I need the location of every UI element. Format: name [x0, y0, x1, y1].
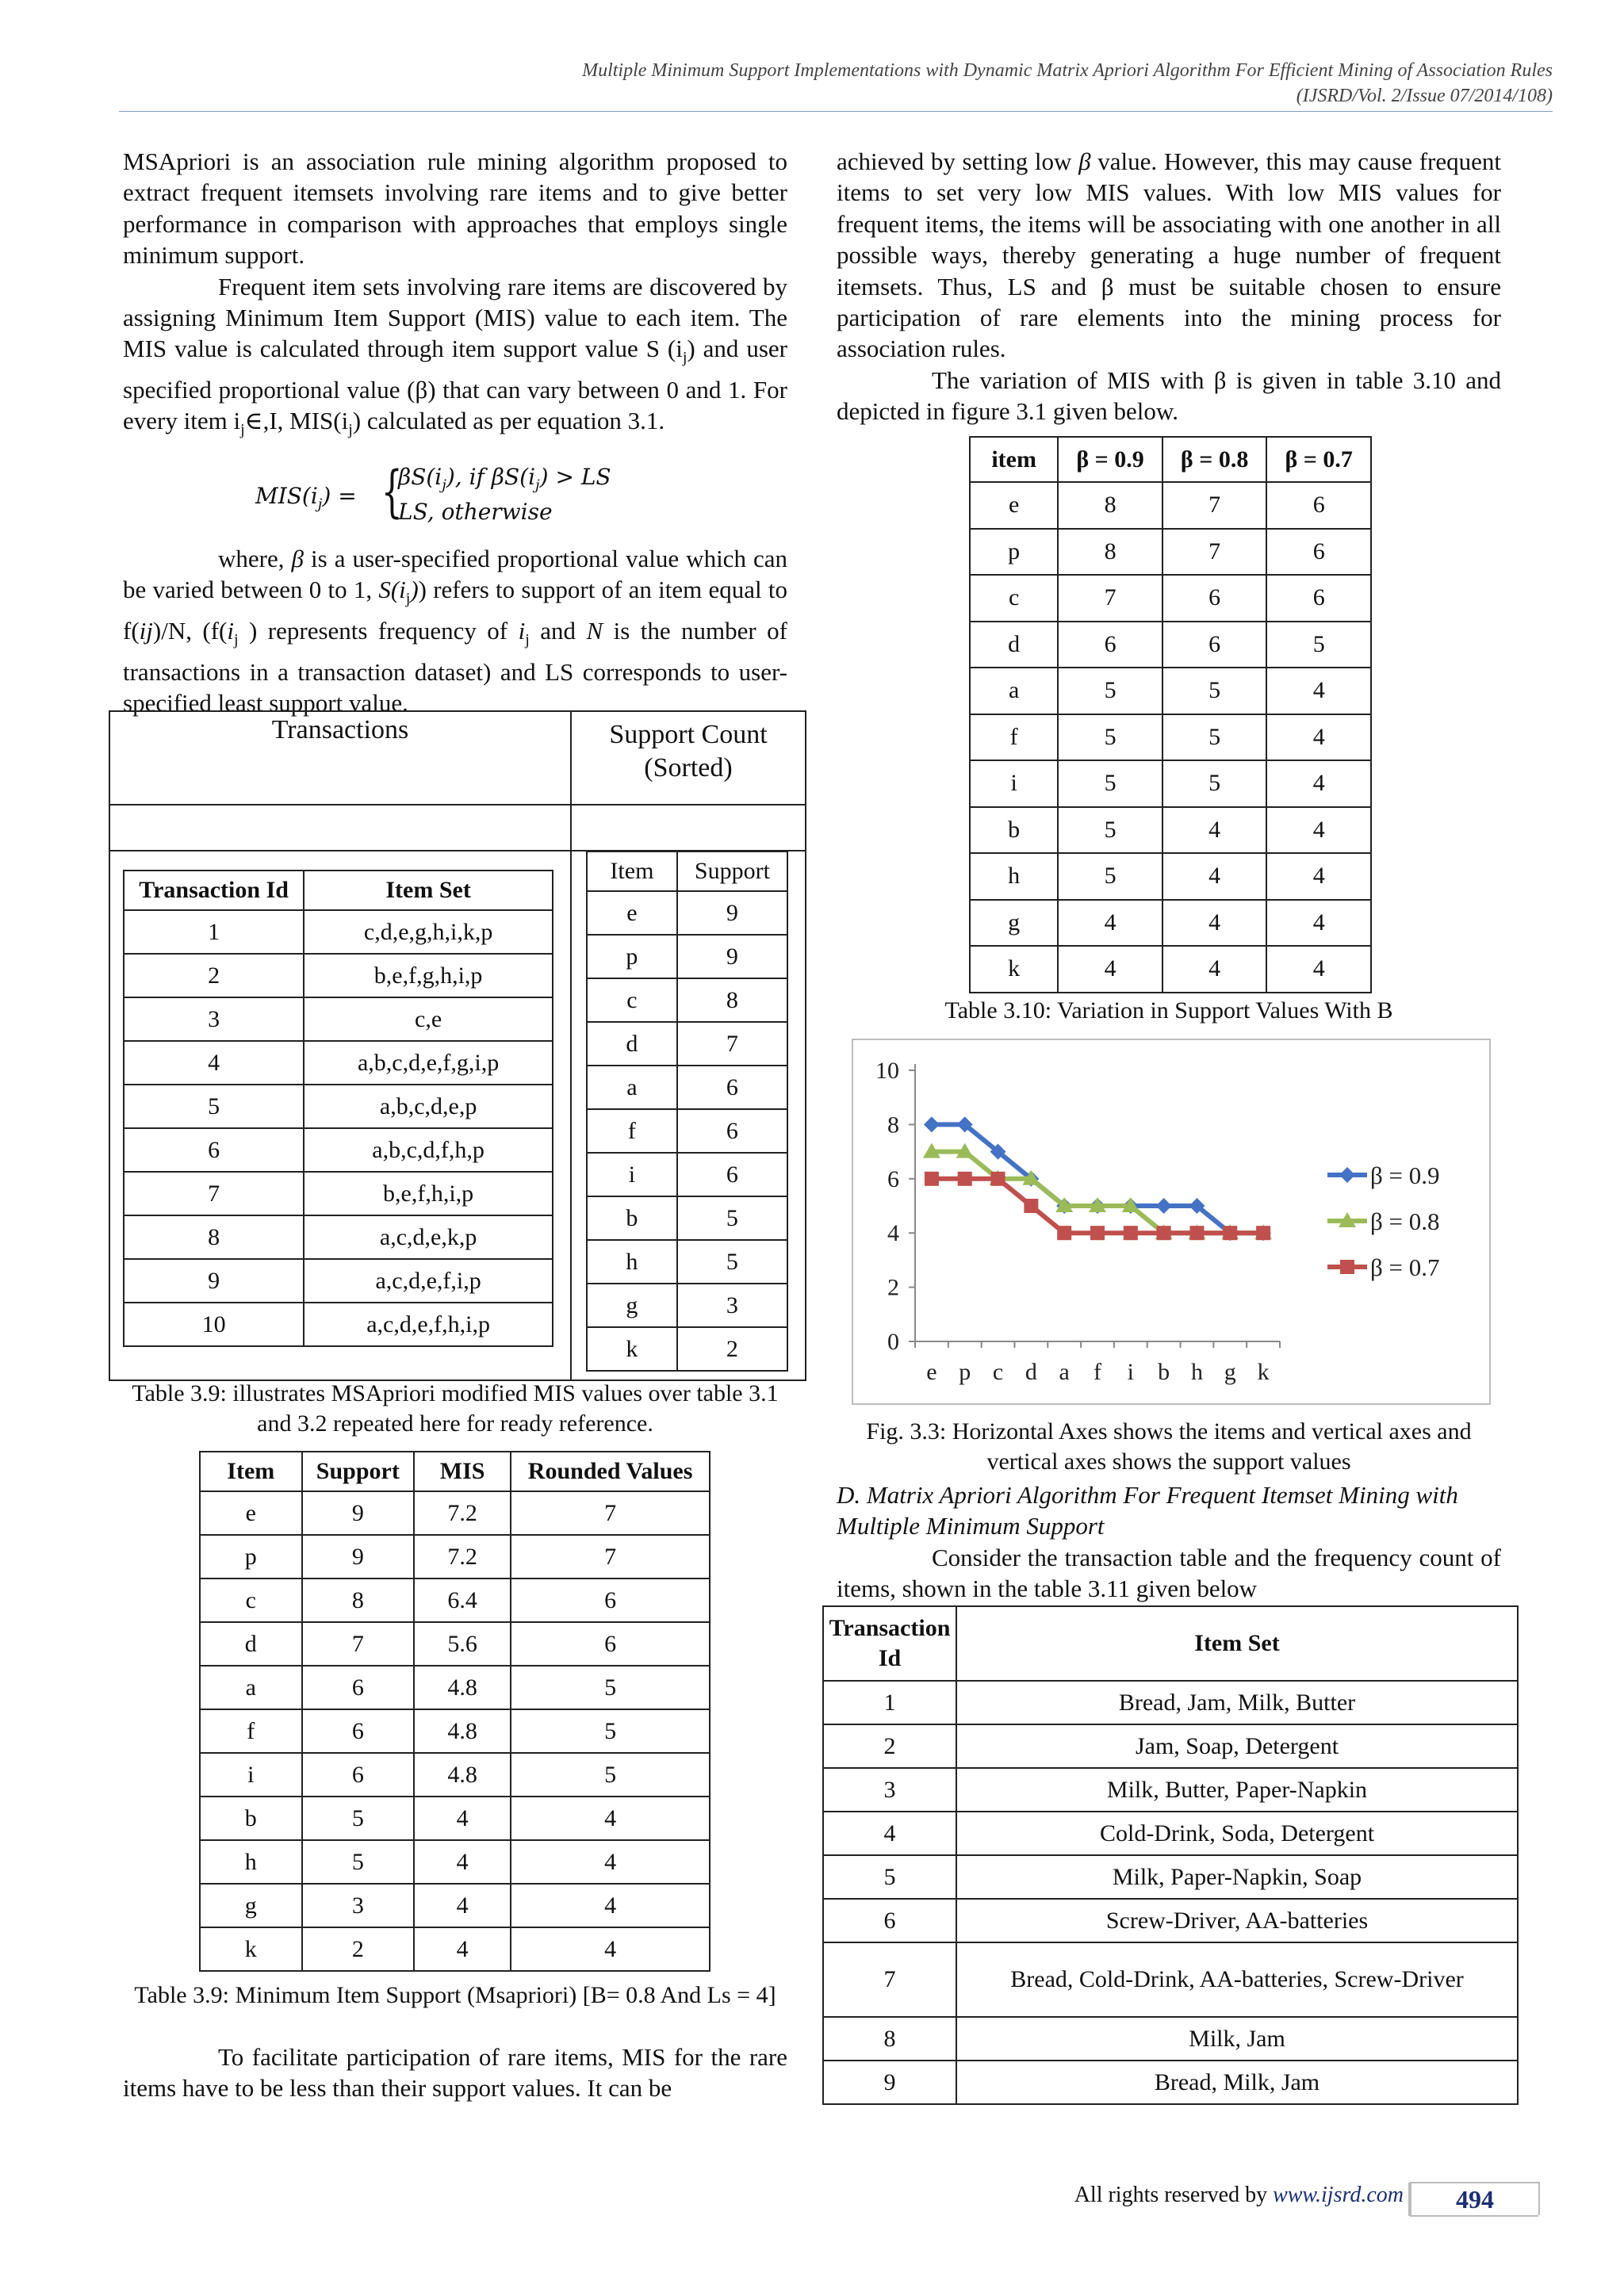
transactions-table-body	[124, 871, 553, 1346]
section-heading-d: D. Matrix Apriori Algorithm For Frequent Itemset Mining with Multiple Minimum Support	[837, 1481, 1458, 1540]
table-cell: Milk, Paper-Napkin, Soap	[956, 1855, 1518, 1899]
table-row	[124, 997, 553, 1041]
footer-rule	[1410, 2215, 1538, 2217]
table-cell: 4	[124, 1041, 304, 1085]
table-row	[124, 1041, 553, 1085]
table-row	[200, 1491, 710, 1535]
data-point	[1223, 1226, 1237, 1240]
table-cell: 3	[677, 1284, 787, 1327]
column-header: Rounded Values	[511, 1452, 710, 1491]
left-text-block	[123, 146, 787, 446]
table-cell: a	[970, 668, 1058, 714]
table-cell: 4.8	[414, 1709, 511, 1753]
outer-header-support-count: Support Count (Sorted)	[609, 720, 768, 783]
table-row	[200, 1840, 710, 1884]
column-header: MIS	[414, 1452, 511, 1491]
table-cell: Milk, Jam	[956, 2017, 1518, 2061]
table-cell: a,b,c,d,e,f,g,i,p	[304, 1041, 553, 1085]
table-cell: 4	[1266, 668, 1371, 714]
transactions-table	[123, 870, 553, 1347]
table-cell: 5	[302, 1797, 414, 1840]
left-text-final	[123, 2042, 787, 2104]
table-cell: 7.2	[414, 1491, 511, 1535]
x-tick-label: k	[1257, 1359, 1270, 1385]
table-header-row	[970, 437, 1371, 482]
table-cell: h	[587, 1240, 677, 1284]
column-header: β = 0.8	[1162, 437, 1267, 482]
column-header: Transaction Id	[823, 1606, 956, 1681]
table-cell: 7.2	[414, 1535, 511, 1578]
table-row	[200, 1884, 710, 1927]
table-cell: 8	[677, 978, 787, 1022]
outer-header-transactions: Transactions	[271, 715, 409, 744]
table-row	[970, 622, 1371, 668]
x-tick-label: p	[959, 1359, 971, 1385]
table-cell: Bread, Milk, Jam	[956, 2061, 1518, 2104]
table-cell: 5	[1058, 668, 1162, 714]
table-row	[823, 2017, 1518, 2061]
table-row	[587, 1284, 787, 1327]
table-row	[124, 1303, 553, 1346]
table-cell: 9	[677, 935, 787, 978]
table-cell: 7	[302, 1622, 414, 1666]
table-row	[124, 1259, 553, 1303]
table-cell: 6	[511, 1578, 710, 1622]
table-cell: a,c,d,e,f,h,i,p	[304, 1303, 553, 1346]
mis-table	[199, 1451, 710, 1972]
table-cell: e	[587, 891, 677, 935]
caption-table-3-9-mis: Table 3.9: Minimum Item Support (Msapriori) [B= 0.8 And Ls = 4]	[134, 1982, 776, 2008]
right-text-block	[837, 146, 1501, 427]
table-cell: h	[200, 1840, 302, 1884]
table-cell: Screw-Driver, AA-batteries	[956, 1899, 1518, 1942]
table-cell: 4	[511, 1927, 710, 1971]
table-cell: 8	[823, 2017, 956, 2061]
table-cell: 6	[124, 1128, 304, 1172]
table-cell: 5	[511, 1709, 710, 1753]
table-row	[823, 1855, 1518, 1899]
column-header: Item	[200, 1452, 302, 1491]
table-cell: e	[200, 1491, 302, 1535]
table-header-row	[200, 1452, 710, 1491]
table-cell: 4	[511, 1797, 710, 1840]
y-tick-label: 10	[875, 1058, 899, 1084]
table-cell: k	[970, 946, 1058, 993]
table-row	[124, 1215, 553, 1259]
table-row	[200, 1709, 710, 1753]
table-cell: 5	[677, 1196, 787, 1240]
table-cell: i	[200, 1753, 302, 1797]
table-cell: 3	[823, 1768, 956, 1812]
table-cell: 6	[302, 1753, 414, 1797]
column-header: Item Set	[956, 1606, 1518, 1681]
table-cell: 6	[677, 1066, 787, 1109]
table-row	[970, 900, 1371, 947]
table-row	[823, 1812, 1518, 1855]
column-header: Support	[302, 1452, 414, 1491]
table-cell: c	[970, 575, 1058, 622]
x-tick-label: f	[1094, 1359, 1101, 1385]
paragraph-rare-items: To facilitate participation of rare items, MIS for the rare items have to be less than their support values. It can be	[123, 2043, 787, 2103]
table-cell: 5	[1058, 853, 1162, 900]
table-cell: 7	[823, 1942, 956, 2017]
table-cell: 7	[124, 1172, 304, 1215]
column-header: Transaction Id	[124, 871, 304, 910]
table-cell: 5	[1162, 714, 1267, 761]
table-cell: i	[970, 760, 1058, 807]
table-row	[124, 1172, 553, 1215]
table-cell: p	[970, 529, 1058, 576]
table-cell: 9	[677, 891, 787, 935]
x-tick-label: h	[1190, 1359, 1203, 1385]
table-row	[587, 1109, 787, 1153]
table-cell: b	[970, 807, 1058, 854]
table-cell: 5	[677, 1240, 787, 1284]
table-cell: 4	[1162, 946, 1267, 993]
data-point	[1189, 1226, 1204, 1240]
table-cell: 6.4	[414, 1578, 511, 1622]
column-header: item	[970, 437, 1058, 482]
table-cell: 6	[1266, 482, 1371, 529]
table-cell: d	[587, 1022, 677, 1066]
table-cell: 7	[677, 1022, 787, 1066]
right-text-section-d	[837, 1479, 1501, 1605]
column-header: β = 0.7	[1266, 437, 1371, 482]
table-cell: 6	[823, 1899, 956, 1942]
y-tick-label: 8	[887, 1112, 899, 1138]
table-header-row	[587, 851, 787, 891]
table-row	[587, 1153, 787, 1196]
support-count-table	[586, 851, 788, 1372]
table-cell: 4	[1162, 807, 1267, 854]
table-cell: 5	[823, 1855, 956, 1899]
column-header: Item	[587, 851, 677, 891]
beta-variation-table	[969, 436, 1372, 993]
running-header-journal: (IJSRD/Vol. 2/Issue 07/2014/108)	[1296, 86, 1553, 106]
table-cell: Milk, Butter, Paper-Napkin	[956, 1768, 1518, 1812]
table-row	[200, 1797, 710, 1840]
table-cell: 6	[677, 1109, 787, 1153]
table-cell: 4	[1162, 853, 1267, 900]
equation-3-1: $MIS(i_j)$ = { $\beta S(i_j)$, if $\beta S(i_j)$ > LS LS, otherwise	[255, 459, 611, 525]
table-row	[823, 1899, 1518, 1942]
page-number: 494	[1410, 2182, 1540, 2215]
table-row	[200, 1753, 710, 1797]
table-cell: Jam, Soap, Detergent	[956, 1724, 1518, 1768]
table-row	[124, 1128, 553, 1172]
left-text-where	[123, 543, 787, 718]
paragraph-low-beta: achieved by setting low β value. However, this may cause frequent items to set very low MIS values. With low MIS values for frequent items, the items will be associating with one another in all possible ways, thereby generating a huge number of frequent itemsets. Thus, LS and β must be suitable chosen to ensure participation of rare elements into the mining process for association rules.	[837, 147, 1501, 363]
table-row	[587, 1240, 787, 1284]
table-cell: 6	[1162, 575, 1267, 622]
table-cell: 2	[124, 954, 304, 997]
table-cell: 6	[677, 1153, 787, 1196]
table-cell: 3	[124, 997, 304, 1041]
column-header: β = 0.9	[1058, 437, 1162, 482]
table-cell: a	[587, 1066, 677, 1109]
table-cell: d	[970, 622, 1058, 668]
table-cell: Bread, Jam, Milk, Butter	[956, 1681, 1518, 1724]
table-cell: 4	[511, 1840, 710, 1884]
table-cell: 4	[414, 1840, 511, 1884]
table-cell: g	[200, 1884, 302, 1927]
table-header-row	[124, 871, 553, 910]
table-cell: a,b,c,d,f,h,p	[304, 1128, 553, 1172]
table-cell: 5	[1162, 668, 1267, 714]
table-cell: 6	[511, 1622, 710, 1666]
table-cell: 4	[1266, 807, 1371, 854]
table-cell: 4	[1266, 900, 1371, 947]
table-cell: h	[970, 853, 1058, 900]
table-cell: 1	[124, 910, 304, 954]
legend-label: β = 0.7	[1370, 1253, 1440, 1281]
table-row	[970, 853, 1371, 900]
legend-marker	[1340, 1260, 1354, 1274]
data-point	[925, 1172, 939, 1186]
table-cell: 4	[1266, 853, 1371, 900]
table-cell: c,e	[304, 997, 553, 1041]
table-row	[587, 1327, 787, 1371]
table-cell: 1	[823, 1681, 956, 1724]
table-row	[970, 482, 1371, 529]
table-cell: 4	[1162, 900, 1267, 947]
table-cell: f	[200, 1709, 302, 1753]
table-cell: 6	[1266, 529, 1371, 576]
x-tick-label: g	[1224, 1359, 1236, 1385]
table-row	[823, 2061, 1518, 2104]
paragraph-mis: Frequent item sets involving rare items are discovered by assigning Minimum Item Support (MIS) value to each item. The MIS value is calculated through item support value S $(i_j)$ and user specified proportional value (β) that can vary between 0 and 1. For every item $i_j\in,I$, $MIS(i_j)$ calculated as per equation 3.1.	[123, 272, 787, 439]
caption-table-3-9-illustrates: Table 3.9: illustrates MSApriori modified MIS values over table 3.1 and 3.2 repeated here for ready reference.	[132, 1380, 779, 1437]
caption-table-3-10: Table 3.10: Variation in Support Values With B	[944, 997, 1393, 1024]
table-cell: 5	[1058, 760, 1162, 807]
table-3-11-body	[823, 1606, 1518, 2104]
table-cell: b	[587, 1196, 677, 1240]
table-cell: 4	[1266, 946, 1371, 993]
paragraph-where: where, β is a user-specified proportional value which can be varied between 0 to 1, $S(i_j)$) refers to support of an item equal to f(ij)/N, ($f(i_j$ ) represents frequency of $i_j$ and N is the number of transactions in a transaction dataset) and LS corresponds to user-specified least support value.	[123, 545, 787, 717]
y-tick-label: 0	[887, 1329, 899, 1355]
table-cell: e	[970, 482, 1058, 529]
table-cell: Bread, Cold-Drink, AA-batteries, Screw-Driver	[956, 1942, 1518, 2017]
table-cell: k	[587, 1327, 677, 1371]
table-cell: 5	[1266, 622, 1371, 668]
y-tick-label: 4	[887, 1220, 899, 1247]
table-cell: 5	[302, 1840, 414, 1884]
table-row	[970, 807, 1371, 854]
footer-site-link[interactable]: www.ijsrd.com	[1273, 2183, 1404, 2207]
table-cell: a,c,d,e,f,i,p	[304, 1259, 553, 1303]
table-cell: p	[587, 935, 677, 978]
table-cell: f	[587, 1109, 677, 1153]
table-row	[200, 1622, 710, 1666]
table-row	[200, 1666, 710, 1709]
table-cell: 8	[124, 1215, 304, 1259]
table-row	[970, 529, 1371, 576]
table-row	[587, 935, 787, 978]
table-cell: 5	[511, 1753, 710, 1797]
table-cell: 5	[1058, 714, 1162, 761]
table-cell: 6	[302, 1709, 414, 1753]
table-cell: Cold-Drink, Soda, Detergent	[956, 1812, 1518, 1855]
table-cell: a	[200, 1666, 302, 1709]
data-point	[1090, 1226, 1105, 1240]
table-cell: 9	[302, 1491, 414, 1535]
data-point	[1124, 1226, 1138, 1240]
table-cell: 8	[1058, 529, 1162, 576]
table-cell: 10	[124, 1303, 304, 1346]
table-row	[587, 1196, 787, 1240]
table-cell: 9	[124, 1259, 304, 1303]
table-cell: b,e,f,g,h,i,p	[304, 954, 553, 997]
support-count-table-body	[587, 851, 787, 1371]
column-header: Item Set	[304, 871, 553, 910]
table-cell: 3	[302, 1884, 414, 1927]
table-row	[200, 1927, 710, 1971]
table-cell: 4	[511, 1884, 710, 1927]
table-cell: p	[200, 1535, 302, 1578]
table-cell: 7	[511, 1491, 710, 1535]
table-cell: f	[970, 714, 1058, 761]
table-row	[970, 946, 1371, 993]
data-point	[1256, 1226, 1270, 1240]
table-row	[587, 891, 787, 935]
table-cell: 7	[511, 1535, 710, 1578]
table-cell: 8	[1058, 482, 1162, 529]
table-cell: 8	[302, 1578, 414, 1622]
table-cell: 6	[1162, 622, 1267, 668]
header-rule	[119, 111, 1553, 112]
table-row	[823, 1768, 1518, 1812]
table-row	[124, 1085, 553, 1128]
table-row	[970, 668, 1371, 714]
table-cell: b,e,f,h,i,p	[304, 1172, 553, 1215]
beta-variation-table-body	[970, 437, 1371, 993]
table-cell: k	[200, 1927, 302, 1971]
data-point	[1157, 1226, 1171, 1240]
table-cell: a,b,c,d,e,p	[304, 1085, 553, 1128]
table-row	[970, 760, 1371, 807]
table-row	[200, 1535, 710, 1578]
x-tick-label: e	[926, 1359, 937, 1385]
table-cell: 7	[1058, 575, 1162, 622]
table-cell: 7	[1162, 529, 1267, 576]
table-cell: b	[200, 1797, 302, 1840]
paragraph-consider: Consider the transaction table and the frequency count of items, shown in the table 3.11 given below	[837, 1543, 1501, 1603]
data-point	[1057, 1226, 1071, 1240]
legend-label: β = 0.8	[1370, 1207, 1440, 1235]
table-cell: 7	[1162, 482, 1267, 529]
table-cell: 4	[1266, 760, 1371, 807]
paragraph-msapriori: MSApriori is an association rule mining algorithm proposed to extract frequent itemsets involving rare items and to give better performance in comparison with approaches that employs single minimum support.	[123, 147, 787, 270]
table-row	[587, 1066, 787, 1109]
paragraph-variation: The variation of MIS with β is given in table 3.10 and depicted in figure 3.1 given below.	[837, 365, 1501, 426]
table-cell: 9	[302, 1535, 414, 1578]
mis-table-body	[200, 1452, 710, 1971]
table-cell: c,d,e,g,h,i,k,p	[304, 910, 553, 954]
table-cell: c	[200, 1578, 302, 1622]
table-cell: g	[587, 1284, 677, 1327]
table-cell: 4	[1266, 714, 1371, 761]
table-header-row	[823, 1606, 1518, 1681]
table-cell: 4	[1058, 900, 1162, 947]
table-cell: i	[587, 1153, 677, 1196]
table-cell: 4	[823, 1812, 956, 1855]
table-cell: 5	[124, 1085, 304, 1128]
data-point	[958, 1172, 972, 1186]
table-row	[587, 1022, 787, 1066]
support-variation-chart	[852, 1039, 1491, 1405]
table-cell: 5	[511, 1666, 710, 1709]
x-tick-label: a	[1059, 1359, 1070, 1385]
table-cell: 4	[1058, 946, 1162, 993]
table-cell: 6	[302, 1666, 414, 1709]
table-row	[823, 1681, 1518, 1724]
table-row	[124, 910, 553, 954]
y-tick-label: 6	[887, 1165, 899, 1192]
table-cell: 2	[302, 1927, 414, 1971]
table-row	[587, 978, 787, 1022]
table-cell: g	[970, 900, 1058, 947]
x-tick-label: c	[992, 1359, 1004, 1385]
table-cell: 4.8	[414, 1753, 511, 1797]
y-tick-label: 2	[887, 1274, 899, 1301]
footer-rights: All rights reserved by www.ijsrd.com	[1074, 2183, 1404, 2207]
table-cell: c	[587, 978, 677, 1022]
legend-label: β = 0.9	[1370, 1161, 1440, 1189]
table-row	[970, 575, 1371, 622]
table-row	[970, 714, 1371, 761]
table-cell: d	[200, 1622, 302, 1666]
running-header-title: Multiple Minimum Support Implementations with Dynamic Matrix Apriori Algorithm For Efficient Mining of Association Rules	[582, 60, 1553, 81]
x-tick-label: b	[1158, 1359, 1170, 1385]
table-cell: 4	[414, 1797, 511, 1840]
x-tick-label: d	[1025, 1359, 1037, 1385]
column-header: Support	[677, 851, 787, 891]
table-cell: 6	[1266, 575, 1371, 622]
table-cell: 2	[677, 1327, 787, 1371]
table-row	[200, 1578, 710, 1622]
table-cell: 5	[1058, 807, 1162, 854]
table-cell: 2	[823, 1724, 956, 1768]
table-cell: a,c,d,e,k,p	[304, 1215, 553, 1259]
table-row	[823, 1942, 1518, 2017]
data-point	[991, 1172, 1005, 1186]
table-cell: 9	[823, 2061, 956, 2104]
x-tick-label: i	[1127, 1359, 1134, 1385]
table-row	[124, 954, 553, 997]
table-cell: 5.6	[414, 1622, 511, 1666]
caption-figure-3-3: Fig. 3.3: Horizontal Axes shows the items and vertical axes and vertical axes shows the support values	[866, 1418, 1472, 1475]
table-cell: 5	[1162, 760, 1267, 807]
table-cell: 6	[1058, 622, 1162, 668]
table-cell: 4	[414, 1884, 511, 1927]
table-cell: 4.8	[414, 1666, 511, 1709]
table-row	[823, 1724, 1518, 1768]
table-cell: 4	[414, 1927, 511, 1971]
data-point	[1024, 1199, 1038, 1213]
table-3-11	[822, 1605, 1519, 2105]
